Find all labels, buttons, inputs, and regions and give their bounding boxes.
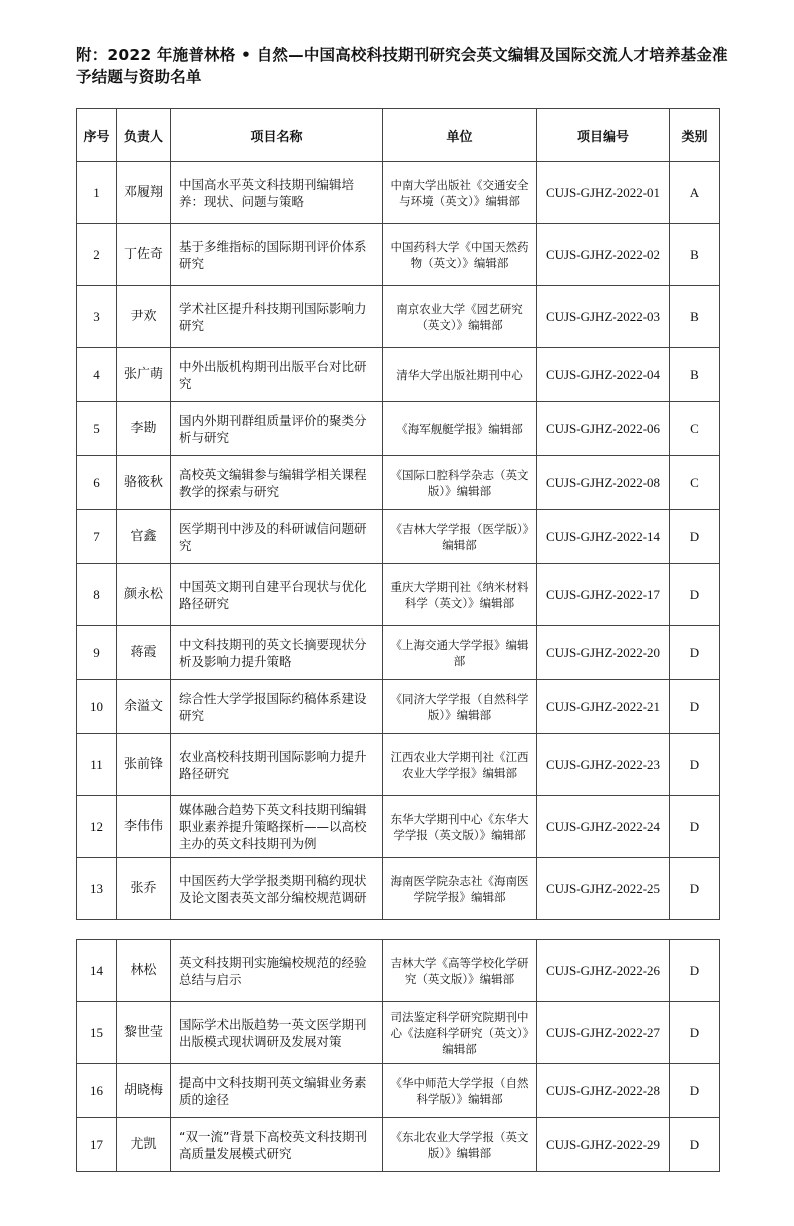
cell-unit: 中国药科大学《中国天然药物（英文）》编辑部 bbox=[383, 224, 537, 286]
funding-table-continued bbox=[76, 939, 720, 1172]
table-row bbox=[77, 402, 720, 456]
cell-no: 8 bbox=[77, 564, 117, 626]
cell-unit: 《华中师范大学学报（自然科学版）》编辑部 bbox=[383, 1064, 537, 1118]
cell-category: C bbox=[670, 402, 720, 456]
cell-unit: 《同济大学学报（自然科学版）》编辑部 bbox=[383, 680, 537, 734]
cell-unit: 《上海交通大学学报》编辑部 bbox=[383, 626, 537, 680]
header-project: 项目名称 bbox=[171, 109, 383, 162]
cell-unit: 重庆大学期刊社《纳米材料科学（英文）》编辑部 bbox=[383, 564, 537, 626]
cell-project: 中文科技期刊的英文长摘要现状分析及影响力提升策略 bbox=[171, 626, 383, 680]
cell-unit: 清华大学出版社期刊中心 bbox=[383, 348, 537, 402]
header-code: 项目编号 bbox=[537, 109, 670, 162]
cell-no: 10 bbox=[77, 680, 117, 734]
cell-code: CUJS-GJHZ-2022-24 bbox=[537, 796, 670, 858]
cell-project: 农业高校科技期刊国际影响力提升路径研究 bbox=[171, 734, 383, 796]
table-row bbox=[77, 680, 720, 734]
cell-category: D bbox=[670, 796, 720, 858]
cell-project: 综合性大学学报国际约稿体系建设研究 bbox=[171, 680, 383, 734]
cell-category: D bbox=[670, 1002, 720, 1064]
table-row bbox=[77, 858, 720, 920]
cell-no: 1 bbox=[77, 162, 117, 224]
cell-manager: 尹欢 bbox=[117, 286, 171, 348]
cell-manager: 张广萌 bbox=[117, 348, 171, 402]
header-category: 类别 bbox=[670, 109, 720, 162]
table-row bbox=[77, 162, 720, 224]
cell-unit: 司法鉴定科学研究院期刊中心《法庭科学研究（英文）》编辑部 bbox=[383, 1002, 537, 1064]
cell-no: 4 bbox=[77, 348, 117, 402]
table-row bbox=[77, 224, 720, 286]
cell-project: 中外出版机构期刊出版平台对比研究 bbox=[171, 348, 383, 402]
cell-manager: 李伟伟 bbox=[117, 796, 171, 858]
cell-category: D bbox=[670, 734, 720, 796]
cell-project: 医学期刊中涉及的科研诚信问题研究 bbox=[171, 510, 383, 564]
cell-category: D bbox=[670, 1118, 720, 1172]
cell-unit: 《海军舰艇学报》编辑部 bbox=[383, 402, 537, 456]
cell-unit: 《国际口腔科学杂志（英文版）》编辑部 bbox=[383, 456, 537, 510]
table-row bbox=[77, 564, 720, 626]
table-row bbox=[77, 734, 720, 796]
cell-category: B bbox=[670, 224, 720, 286]
cell-category: B bbox=[670, 348, 720, 402]
cell-code: CUJS-GJHZ-2022-01 bbox=[537, 162, 670, 224]
cell-manager: 胡晓梅 bbox=[117, 1064, 171, 1118]
cell-manager: 张乔 bbox=[117, 858, 171, 920]
cell-manager: 丁佐奇 bbox=[117, 224, 171, 286]
table-row bbox=[77, 510, 720, 564]
cell-project: 高校英文编辑参与编辑学相关课程教学的探索与研究 bbox=[171, 456, 383, 510]
cell-no: 6 bbox=[77, 456, 117, 510]
cell-category: D bbox=[670, 940, 720, 1002]
cell-project: 国内外期刊群组质量评价的聚类分析与研究 bbox=[171, 402, 383, 456]
cell-manager: 颜永松 bbox=[117, 564, 171, 626]
cell-project: 英文科技期刊实施编校规范的经验总结与启示 bbox=[171, 940, 383, 1002]
cell-code: CUJS-GJHZ-2022-06 bbox=[537, 402, 670, 456]
cell-code: CUJS-GJHZ-2022-23 bbox=[537, 734, 670, 796]
cell-manager: 蒋霞 bbox=[117, 626, 171, 680]
cell-code: CUJS-GJHZ-2022-21 bbox=[537, 680, 670, 734]
cell-project: 基于多维指标的国际期刊评价体系研究 bbox=[171, 224, 383, 286]
cell-no: 11 bbox=[77, 734, 117, 796]
cell-project: 中国英文期刊自建平台现状与优化路径研究 bbox=[171, 564, 383, 626]
cell-no: 12 bbox=[77, 796, 117, 858]
cell-category: D bbox=[670, 510, 720, 564]
cell-no: 9 bbox=[77, 626, 117, 680]
cell-code: CUJS-GJHZ-2022-08 bbox=[537, 456, 670, 510]
table-row bbox=[77, 456, 720, 510]
cell-code: CUJS-GJHZ-2022-03 bbox=[537, 286, 670, 348]
cell-unit: 《吉林大学学报（医学版）》编辑部 bbox=[383, 510, 537, 564]
cell-category: C bbox=[670, 456, 720, 510]
cell-no: 13 bbox=[77, 858, 117, 920]
cell-category: D bbox=[670, 680, 720, 734]
header-manager: 负责人 bbox=[117, 109, 171, 162]
cell-code: CUJS-GJHZ-2022-29 bbox=[537, 1118, 670, 1172]
cell-category: D bbox=[670, 626, 720, 680]
cell-project: 中国高水平英文科技期刊编辑培养：现状、问题与策略 bbox=[171, 162, 383, 224]
cell-code: CUJS-GJHZ-2022-17 bbox=[537, 564, 670, 626]
cell-manager: 张前锋 bbox=[117, 734, 171, 796]
header-unit: 单位 bbox=[383, 109, 537, 162]
cell-category: D bbox=[670, 564, 720, 626]
cell-unit: 海南医学院杂志社《海南医学院学报》编辑部 bbox=[383, 858, 537, 920]
cell-no: 5 bbox=[77, 402, 117, 456]
cell-category: A bbox=[670, 162, 720, 224]
cell-code: CUJS-GJHZ-2022-14 bbox=[537, 510, 670, 564]
cell-no: 3 bbox=[77, 286, 117, 348]
cell-project: “双一流”背景下高校英文科技期刊高质量发展模式研究 bbox=[171, 1118, 383, 1172]
cell-manager: 尤凯 bbox=[117, 1118, 171, 1172]
cell-code: CUJS-GJHZ-2022-28 bbox=[537, 1064, 670, 1118]
cell-project: 提高中文科技期刊英文编辑业务素质的途径 bbox=[171, 1064, 383, 1118]
cell-unit: 《东北农业大学学报（英文版）》编辑部 bbox=[383, 1118, 537, 1172]
header-no: 序号 bbox=[77, 109, 117, 162]
table-row bbox=[77, 348, 720, 402]
cell-project: 学术社区提升科技期刊国际影响力研究 bbox=[171, 286, 383, 348]
table-row bbox=[77, 1064, 720, 1118]
cell-unit: 吉林大学《高等学校化学研究（英文版）》编辑部 bbox=[383, 940, 537, 1002]
cell-no: 16 bbox=[77, 1064, 117, 1118]
table-row bbox=[77, 286, 720, 348]
cell-code: CUJS-GJHZ-2022-26 bbox=[537, 940, 670, 1002]
cell-code: CUJS-GJHZ-2022-27 bbox=[537, 1002, 670, 1064]
cell-unit: 南京农业大学《园艺研究（英文）》编辑部 bbox=[383, 286, 537, 348]
cell-manager: 官鑫 bbox=[117, 510, 171, 564]
document-title: 附：2022 年施普林格 • 自然—中国高校科技期刊研究会英文编辑及国际交流人才培养基金准予结题与资助名单 bbox=[76, 46, 728, 86]
cell-unit: 东华大学期刊中心《东华大学学报（英文版）》编辑部 bbox=[383, 796, 537, 858]
cell-project: 媒体融合趋势下英文科技期刊编辑职业素养提升策略探析——以高校主办的英文科技期刊为例 bbox=[171, 796, 383, 858]
cell-no: 14 bbox=[77, 940, 117, 1002]
cell-category: D bbox=[670, 1064, 720, 1118]
table-header-row bbox=[77, 109, 720, 162]
cell-code: CUJS-GJHZ-2022-02 bbox=[537, 224, 670, 286]
cell-code: CUJS-GJHZ-2022-20 bbox=[537, 626, 670, 680]
cell-manager: 邓履翔 bbox=[117, 162, 171, 224]
cell-project: 国际学术出版趋势一英文医学期刊出版模式现状调研及发展对策 bbox=[171, 1002, 383, 1064]
cell-no: 2 bbox=[77, 224, 117, 286]
cell-no: 15 bbox=[77, 1002, 117, 1064]
cell-manager: 林松 bbox=[117, 940, 171, 1002]
cell-no: 7 bbox=[77, 510, 117, 564]
funding-table bbox=[76, 108, 720, 920]
cell-project: 中国医药大学学报类期刊稿约现状及论文图表英文部分编校规范调研 bbox=[171, 858, 383, 920]
cell-manager: 骆筱秋 bbox=[117, 456, 171, 510]
cell-code: CUJS-GJHZ-2022-25 bbox=[537, 858, 670, 920]
cell-manager: 余溢文 bbox=[117, 680, 171, 734]
table-row bbox=[77, 940, 720, 1002]
cell-no: 17 bbox=[77, 1118, 117, 1172]
cell-manager: 李勘 bbox=[117, 402, 171, 456]
table-row bbox=[77, 796, 720, 858]
cell-unit: 江西农业大学期刊社《江西农业大学学报》编辑部 bbox=[383, 734, 537, 796]
table-row bbox=[77, 1002, 720, 1064]
table-row bbox=[77, 626, 720, 680]
table-row bbox=[77, 1118, 720, 1172]
cell-category: D bbox=[670, 858, 720, 920]
cell-code: CUJS-GJHZ-2022-04 bbox=[537, 348, 670, 402]
cell-manager: 黎世莹 bbox=[117, 1002, 171, 1064]
cell-category: B bbox=[670, 286, 720, 348]
cell-unit: 中南大学出版社《交通安全与环境（英文）》编辑部 bbox=[383, 162, 537, 224]
